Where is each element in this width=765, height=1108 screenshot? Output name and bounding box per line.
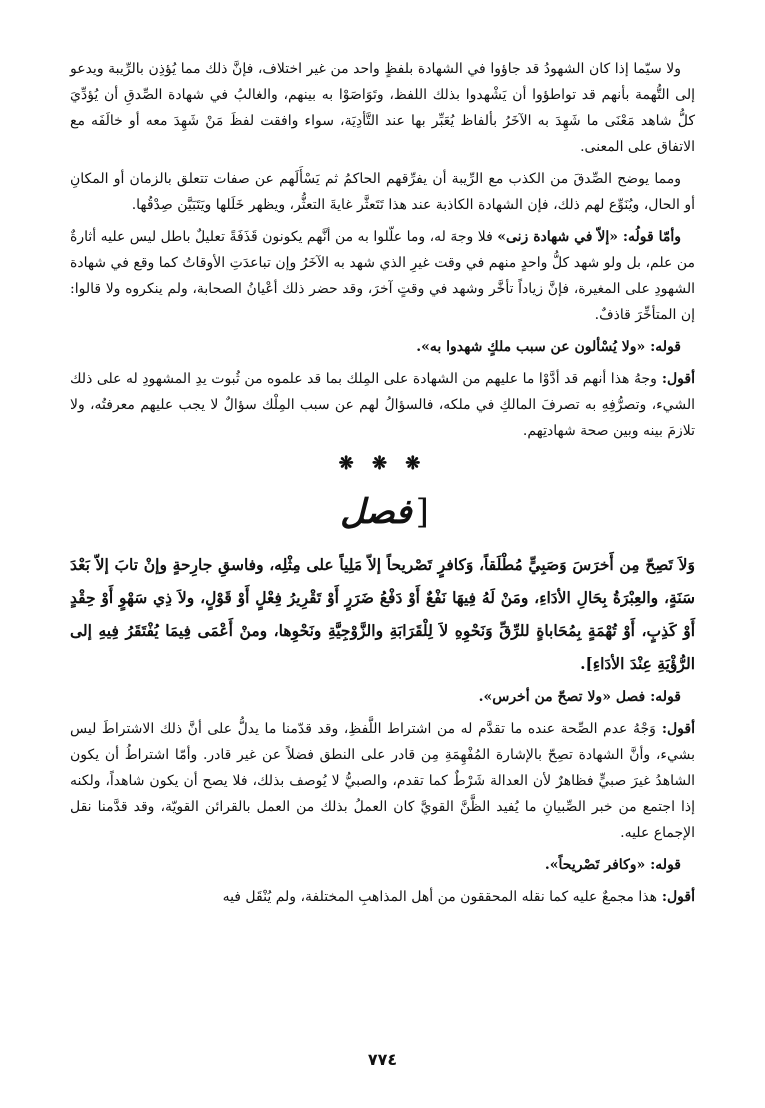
qawl-1-label: قوله: [645,339,681,355]
para3-quote: «إلاّ في شهادة زنى» [497,229,618,245]
qawl-2-label: قوله: [645,689,681,705]
qawl-3 [70,852,695,878]
page-number: ٧٧٤ [367,1050,398,1069]
qawl-2 [70,684,695,710]
aqul-3 [70,884,695,910]
qawl-1 [70,334,695,360]
paragraph-2: ومما يوضح الصِّدقَ من الكذب مع الرِّيبة أن يفرِّقهم الحاكمُ ثم يَسْأَلَهم عن صفات تتعلق بالزمان أو المكانِ أو الحال، ويُنَوِّع لهم ذلك، فإن الشهادة الكاذبة عند هذا تَتَعثَّر غايةَ التعثُّر، ويظهر خَلَلها ويَتَبَيَّن صِدْقُها. [70,171,695,213]
section-bracket: [ [415,492,429,532]
qawl-1-quote: «ولا يُسْألون عن سبب ملكٍ شهدوا به». [416,339,646,355]
paragraph-1: ولا سيّما إذا كان الشهودُ قد جاؤوا في الشهادة بلفظٍ واحد من غير اختلاف، فإنَّ ذلك مما يُؤذِن بالرِّيبة ويدعو إلى التُّهمة بأنهم قد تواطؤوا أن يَشْهدوا بذلك اللفظ، وتَوَاصَوْا به بينهم، والغالبُ في شهادة الصِّدقِ أن يُؤدِّيَ كلُّ شاهد مَعْنَى ما شَهِدَ به الآخَرُ بألفاظ يُعَبِّر بها عند التَّأدِيَة، سواء وافقت لفظَ مَنْ شَهِدَ معه أو خالَفَه مع الاتفاق على المعنى. [70,61,695,155]
para3-lead: وأمّا قولُه: [617,229,682,245]
qawl-3-quote: «وكافر تَصْريحاً». [544,857,646,873]
section-word: فصل [340,492,412,532]
aqul-1-text: وجهُ هذا أنهم قد أدَّوْا ما عليهم من الشهادة على المِلك بما قد علموه من ثُبوت يدِ المشهودِ له على ذلك الشيء، وتصرُّفِهِ به تصرفَ المالكِ في ملكه، فالسؤالُ لهم عن سبب المِلْك سؤالٌ لا يجب عليهم معرفتُه، ولا تلازمَ بينه وبين صحة شهادتِهم. [70,371,695,439]
aqul-1-label: أقول: [656,371,695,387]
para3-rest: فلا وجهَ له، وما علّلوا به من أنَّهم يكونون قَذَفَةً تعليلٌ باطل ليس عليه أثارةٌ من علم، بل ولو شهد كلُّ واحدٍ منهم في وقت غيرِ الذي شهد به الآخَرُ وإن تباعدَتِ الأوقاتُ كما وقع في شهادة الشهودِ على المغيرة، فإنَّ زياداً تأخَّر وشهد في وقتٍ آخرَ، وقد حضر ذلك أعْيانُ الصحابة، ولم ينكروه ولا قالوا: إن المتأخِّرَ قاذفٌ. [70,229,695,323]
matn-text: وَلاَ تَصِحّ مِن أَخرَسَ وَصَبِيٍّ مُطْلَقاً، وَكافرٍ تَصْريحاً إلاّ مَلِياً على مِثْلِه، وفاسقِ جارِحةٍ وإنْ تابَ إلاّ بَعْدَ سَنَةٍ، والعِبْرَةُ بِحَالِ الأدَاءِ، ومَنْ لَهُ فِيهَا نَفْعٌ أَوْ دَفْعُ ضَرَرٍ أَوْ تَقْرِيرُ فِعْلٍ أَوْ قَوْلٍ، ولاَ ذِي سَهْوٍ أَوْ حِقْدٍ أَوْ كَذِبٍ، أَوْ تُهْمَةٍ بِمُحَاباةٍ للرِّقِّ وَنَحْوِهِ لاَ لِلْقَرَابَةِ والزَّوْجِيَّةِ ونَحْوِها، ومنْ أَعْمَى فِيمَا يُفْتَقَرُ فِيهِ إلى الرُّؤْيَةِ عِنْدَ الأدَاءِ]. [70,555,695,673]
aqul-3-label: أقول: [656,889,695,905]
aqul-2 [70,716,695,846]
aqul-2-text: وَجْهُ عدم الصِّحة عنده ما تقدَّم له من اشتراط اللَّفظِ، وقد قدّمنا ما يدلُّ على أنَّ ذلك الاشتراطَ ليس بشيء، وأنَّ الشهادة تصِحّ بالإشارة المُفْهِمَةِ مِن قادر على النطق فضلاً عن غير قادر. وأمّا اشتراطُ أن يكون الشاهدُ غيرَ صبيٍّ فظاهرٌ لأن العدالة شَرْطٌ كما تقدم، والصبيُّ لا يُوصف بذلك، فلا يصح أن يكون شاهداً، ولكنه إذا اجتمع من خبر الصِّبيانِ ما يُفيد الظَّنَّ القويَّ كان العملُ بذلك من العمل بالقرائن القويّة، وقد قدَّمنا نقل الإجماع عليه. [70,721,695,841]
aqul-2-label: أقول: [655,721,695,737]
qawl-2-quote: فصل «ولا تصحّ من أخرس». [478,689,646,705]
page-body [70,56,695,916]
section-divider-stars: ❋ ❋ ❋ [338,453,427,474]
aqul-3-text: هذا مجمعٌ عليه كما نقله المحققون من أهل المذاهبِ المختلفة، ولم يُنْقَل فيه [222,889,657,905]
aqul-1 [70,366,695,444]
qawl-3-label: قوله: [645,857,681,873]
paragraph-3 [70,224,695,328]
section-heading [70,486,695,538]
